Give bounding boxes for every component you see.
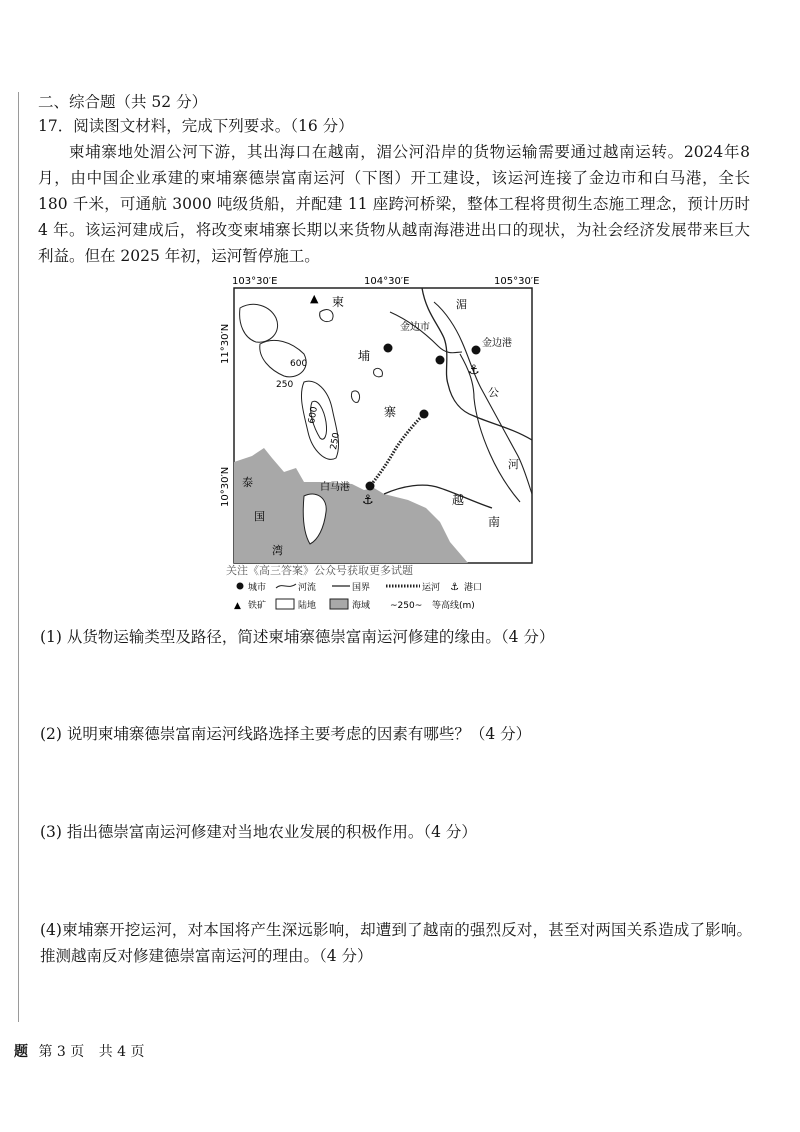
legend-river-symbol [276, 584, 296, 588]
sub-question-3: (3) 指出德崇富南运河修建对当地农业发展的积极作用。（4 分） [40, 823, 477, 841]
lon-label: 105°30′E [494, 276, 540, 287]
footer-prefix: 题 [14, 1044, 28, 1060]
city-marker [436, 356, 445, 365]
city-marker [420, 410, 429, 419]
watermark-text: 关注《高三答案》公众号获取更多试题 [226, 564, 413, 577]
contour-value: 250 [329, 431, 342, 451]
lat-label: 11°30′N [220, 323, 231, 364]
country-label: 国 [254, 510, 265, 523]
contour-value: 600 [307, 405, 320, 425]
legend-mine: 铁矿 [248, 601, 267, 611]
country-label: 越 [452, 493, 465, 507]
river-label: 河 [508, 458, 519, 471]
legend-canal: 运河 [422, 583, 441, 593]
country-label: 埔 [358, 349, 371, 363]
lon-label: 104°30′E [364, 276, 410, 287]
legend-city: 城市 [248, 583, 267, 593]
city-marker [472, 346, 481, 355]
legend-land: 陆地 [298, 601, 317, 611]
contour-value: 250 [276, 380, 294, 390]
country-label: 南 [488, 515, 501, 529]
sub-question-2: (2) 说明柬埔寨德崇富南运河线路选择主要考虑的因素有哪些？（4 分） [40, 725, 532, 743]
canal-map [212, 272, 542, 617]
legend-port-icon: ⚓ [450, 582, 459, 593]
sub-question-4: (4)柬埔寨开挖运河，对本国将产生深远影响，却遭到了越南的强烈反对，甚至对两国关系造成了影响。推测越南反对修建德崇富南运河的理由。（4 分） [40, 921, 752, 965]
page-footer [14, 1041, 145, 1061]
section-title: 二、综合题（共 52 分） [38, 93, 208, 111]
place-label: 金边港 [482, 338, 512, 349]
city-marker [384, 344, 393, 353]
lat-label: 10°30′N [220, 466, 231, 507]
legend-contour-value: ~250~ [390, 601, 423, 611]
country-label: 寨 [384, 405, 397, 419]
river-label: 公 [488, 386, 499, 399]
legend-contour: 等高线(m) [432, 601, 475, 611]
iron-mine-icon: ▲ [310, 292, 319, 305]
question-material: 柬埔寨地处湄公河下游，其出海口在越南，湄公河沿岸的货物运输需要通过越南运转。2024年8月，由中国企业承建的柬埔寨德崇富南运河（下图）开工建设，该运河连接了金边市和白马港，全长 180 千米，可通航 3000 吨级货船，并配建 11 座跨河桥梁，整体工程将贯彻生态施工理念，预计历时 4 年。该运河建成后，将改变柬埔寨长期以来货物从越南海港进出口的现状，为社会经济发展带来巨大利益。但在 2025 年初，运河暂停施工。 [38, 143, 750, 265]
legend-sea: 海域 [352, 601, 371, 611]
anchor-icon: ⚓ [362, 493, 374, 508]
country-label: 柬 [332, 295, 345, 309]
legend-port: 港口 [464, 583, 483, 593]
gulf-label: 湾 [272, 544, 283, 557]
footer-page: 第 3 页 [38, 1044, 85, 1060]
anchor-icon: ⚓ [468, 363, 480, 378]
lon-label: 103°30′E [232, 276, 278, 287]
place-label: 金边市 [400, 322, 430, 333]
question-title: 17．阅读图文材料，完成下列要求。（16 分） [38, 117, 354, 135]
legend-river: 河流 [298, 583, 317, 593]
footer-total: 共 4 页 [98, 1044, 145, 1060]
contour-value: 600 [290, 359, 308, 369]
legend-border: 国界 [352, 583, 371, 593]
country-label: 泰 [242, 476, 253, 489]
canal-map-figure [212, 272, 542, 617]
sub-question-1: (1) 从货物运输类型及路径，简述柬埔寨德崇富南运河修建的缘由。（4 分） [40, 628, 555, 646]
binding-margin-line [18, 92, 19, 1022]
legend-mine-icon: ▲ [234, 601, 241, 611]
place-label: 白马港 [320, 482, 350, 493]
legend-sea-symbol [330, 599, 348, 609]
city-marker [366, 482, 375, 491]
legend-land-symbol [276, 599, 294, 609]
legend-city-symbol [237, 583, 244, 590]
river-label: 湄 [456, 298, 467, 311]
